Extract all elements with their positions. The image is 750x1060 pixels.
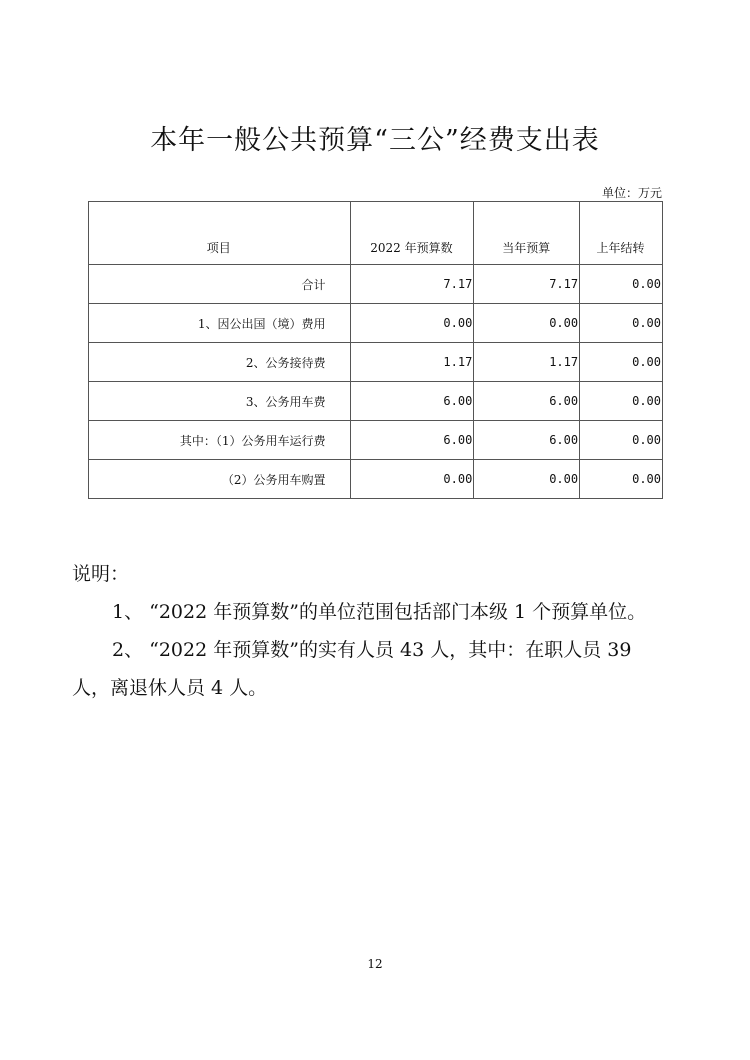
header-budget: 2022 年预算数 (350, 202, 474, 265)
header-current: 当年预算 (474, 202, 580, 265)
row-label: 2、公务接待费 (89, 343, 351, 382)
row-budget: 6.00 (350, 421, 474, 460)
row-current: 6.00 (474, 421, 580, 460)
row-label: 3、公务用车费 (89, 382, 351, 421)
row-current: 1.17 (474, 343, 580, 382)
row-carryover: 0.00 (580, 382, 663, 421)
row-budget: 6.00 (350, 382, 474, 421)
table-row (89, 304, 663, 343)
row-carryover: 0.00 (580, 343, 663, 382)
row-budget: 7.17 (350, 265, 474, 304)
table-header-row (89, 202, 663, 265)
note-item: 2、 “2022 年预算数”的实有人员 43 人，其中：在职人员 39 (112, 639, 632, 661)
row-budget: 1.17 (350, 343, 474, 382)
notes-section (72, 555, 682, 707)
budget-table (88, 201, 663, 499)
note-item: 人，离退休人员 4 人。 (72, 677, 268, 699)
row-current: 0.00 (474, 460, 580, 499)
row-budget: 0.00 (350, 460, 474, 499)
row-current: 6.00 (474, 382, 580, 421)
row-carryover: 0.00 (580, 460, 663, 499)
table-row (89, 382, 663, 421)
row-label: 1、因公出国（境）费用 (89, 304, 351, 343)
header-item: 项目 (89, 202, 351, 265)
row-budget: 0.00 (350, 304, 474, 343)
row-label: 其中：（1）公务用车运行费 (89, 421, 351, 460)
note-item: 1、 “2022 年预算数”的单位范围包括部门本级 1 个预算单位。 (112, 601, 647, 623)
table-row (89, 421, 663, 460)
row-carryover: 0.00 (580, 304, 663, 343)
row-current: 7.17 (474, 265, 580, 304)
page-title: 本年一般公共预算“三公”经费支出表 (150, 125, 600, 156)
row-label: （2）公务用车购置 (89, 460, 351, 499)
row-current: 0.00 (474, 304, 580, 343)
table-row (89, 343, 663, 382)
row-label: 合计 (89, 265, 351, 304)
table-row (89, 265, 663, 304)
table-row (89, 460, 663, 499)
row-carryover: 0.00 (580, 265, 663, 304)
unit-label: 单位：万元 (601, 186, 662, 200)
row-carryover: 0.00 (580, 421, 663, 460)
header-carryover: 上年结转 (580, 202, 663, 265)
notes-heading: 说明： (72, 563, 130, 585)
page-number: 12 (367, 957, 383, 971)
